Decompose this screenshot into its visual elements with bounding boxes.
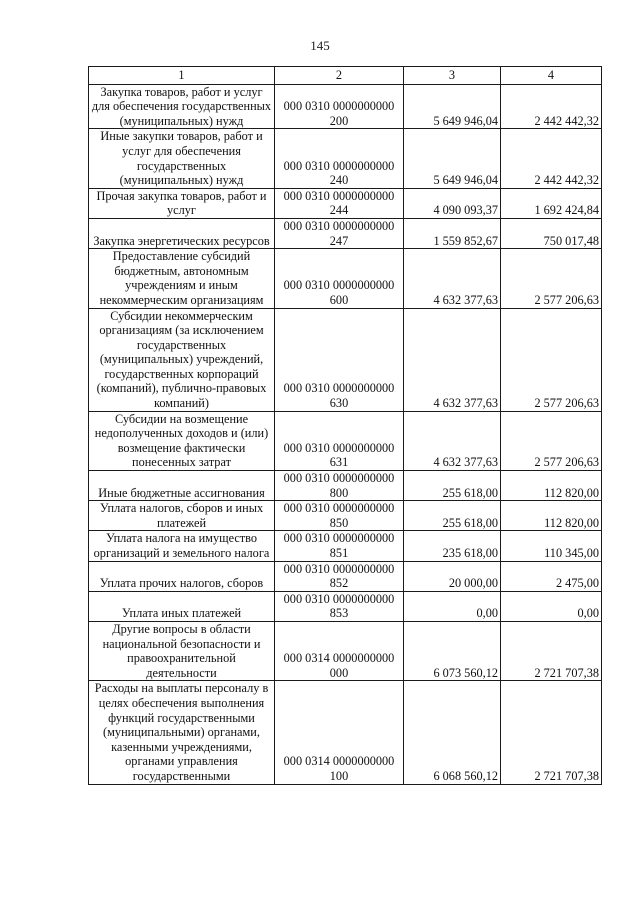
- row-code: 000 0310 0000000000 853: [275, 591, 404, 621]
- row-value-3: 5 649 946,04: [404, 84, 501, 129]
- row-name: Уплата налогов, сборов и иных платежей: [89, 501, 275, 531]
- row-code: 000 0310 0000000000 800: [275, 471, 404, 501]
- row-value-4: 2 721 707,38: [501, 621, 602, 680]
- row-value-4: 2 442 442,32: [501, 129, 602, 188]
- row-code: 000 0310 0000000000 852: [275, 561, 404, 591]
- row-value-3: 235 618,00: [404, 531, 501, 561]
- row-value-3: 4 632 377,63: [404, 411, 501, 470]
- row-value-4: 0,00: [501, 591, 602, 621]
- row-value-3: 1 559 852,67: [404, 218, 501, 248]
- table-row: [89, 411, 602, 470]
- row-code: 000 0314 0000000000 000: [275, 621, 404, 680]
- row-code: 000 0310 0000000000 600: [275, 249, 404, 308]
- table-row: [89, 129, 602, 188]
- row-name: Закупка энергетических ресурсов: [89, 218, 275, 248]
- budget-table: [88, 66, 602, 785]
- table-row: [89, 501, 602, 531]
- row-code: 000 0310 0000000000 247: [275, 218, 404, 248]
- row-code: 000 0310 0000000000 244: [275, 188, 404, 218]
- row-value-3: 255 618,00: [404, 471, 501, 501]
- table-row: [89, 308, 602, 411]
- row-value-4: 2 475,00: [501, 561, 602, 591]
- row-value-3: 4 090 093,37: [404, 188, 501, 218]
- column-header-3: 3: [404, 67, 501, 85]
- row-value-4: 110 345,00: [501, 531, 602, 561]
- row-code: 000 0310 0000000000 850: [275, 501, 404, 531]
- table-row: [89, 561, 602, 591]
- row-value-3: 255 618,00: [404, 501, 501, 531]
- row-name: Уплата иных платежей: [89, 591, 275, 621]
- row-value-4: 112 820,00: [501, 471, 602, 501]
- row-value-3: 5 649 946,04: [404, 129, 501, 188]
- row-code: 000 0310 0000000000 200: [275, 84, 404, 129]
- table-row: [89, 681, 602, 784]
- row-value-3: 6 068 560,12: [404, 681, 501, 784]
- table-row: [89, 591, 602, 621]
- row-code: 000 0310 0000000000 631: [275, 411, 404, 470]
- row-value-4: 2 577 206,63: [501, 308, 602, 411]
- table-row: [89, 471, 602, 501]
- column-header-2: 2: [275, 67, 404, 85]
- page-number: 145: [310, 38, 330, 53]
- row-code: 000 0310 0000000000 240: [275, 129, 404, 188]
- column-header-4: 4: [501, 67, 602, 85]
- table-row: [89, 218, 602, 248]
- row-name: Другие вопросы в области национальной безопасности и правоохранительной деятельности: [89, 621, 275, 680]
- column-header-1: 1: [89, 67, 275, 85]
- row-value-3: 6 073 560,12: [404, 621, 501, 680]
- table-row: [89, 84, 602, 129]
- row-name: Уплата прочих налогов, сборов: [89, 561, 275, 591]
- row-value-4: 112 820,00: [501, 501, 602, 531]
- row-name: Уплата налога на имущество организаций и земельного налога: [89, 531, 275, 561]
- row-name: Иные бюджетные ассигнования: [89, 471, 275, 501]
- row-name: Расходы на выплаты персоналу в целях обеспечения выполнения функций государственными (муниципальными) органами, казенными учреждениями, органами управления государственными: [89, 681, 275, 784]
- table-row: [89, 188, 602, 218]
- row-value-4: 2 442 442,32: [501, 84, 602, 129]
- row-value-4: 2 577 206,63: [501, 411, 602, 470]
- row-name: Предоставление субсидий бюджетным, автономным учреждениям и иным некоммерческим организациям: [89, 249, 275, 308]
- row-value-3: 20 000,00: [404, 561, 501, 591]
- row-name: Субсидии некоммерческим организациям (за исключением государственных (муниципальных) учреждений, государственных корпораций (компаний), публично-правовых компаний): [89, 308, 275, 411]
- row-name: Прочая закупка товаров, работ и услуг: [89, 188, 275, 218]
- row-value-4: 750 017,48: [501, 218, 602, 248]
- row-value-3: 0,00: [404, 591, 501, 621]
- row-code: 000 0310 0000000000 851: [275, 531, 404, 561]
- row-code: 000 0314 0000000000 100: [275, 681, 404, 784]
- table-row: [89, 531, 602, 561]
- row-name: Закупка товаров, работ и услуг для обеспечения государственных (муниципальных) нужд: [89, 84, 275, 129]
- table-row: [89, 249, 602, 308]
- row-value-3: 4 632 377,63: [404, 308, 501, 411]
- header-row: [89, 67, 602, 85]
- row-value-4: 2 721 707,38: [501, 681, 602, 784]
- row-value-4: 2 577 206,63: [501, 249, 602, 308]
- table-row: [89, 621, 602, 680]
- row-value-3: 4 632 377,63: [404, 249, 501, 308]
- row-value-4: 1 692 424,84: [501, 188, 602, 218]
- row-name: Иные закупки товаров, работ и услуг для обеспечения государственных (муниципальных) нужд: [89, 129, 275, 188]
- row-code: 000 0310 0000000000 630: [275, 308, 404, 411]
- row-name: Субсидии на возмещение недополученных доходов и (или) возмещение фактически понесенных затрат: [89, 411, 275, 470]
